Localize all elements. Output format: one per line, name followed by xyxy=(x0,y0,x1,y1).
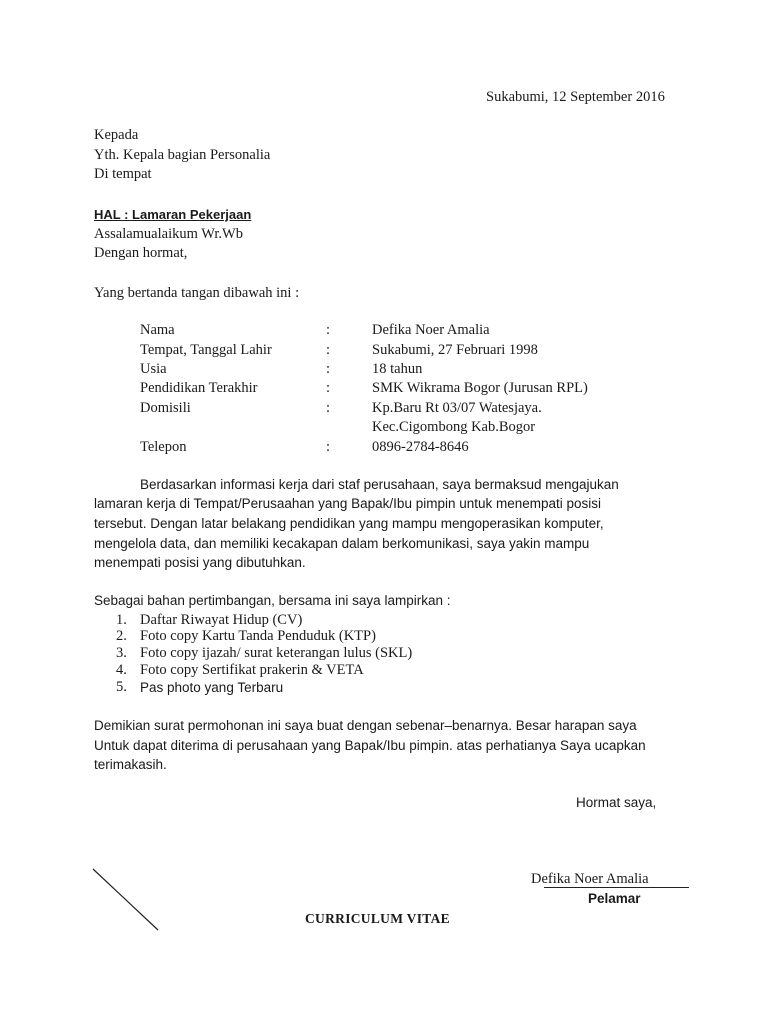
sign-off: Hormat saya, xyxy=(576,795,657,810)
paragraph-line: mengelola data, dan memiliki kecakapan dalam berkomunikasi, saya yakin mampu xyxy=(94,536,590,551)
intro-line: Yang bertanda tangan dibawah ini : xyxy=(94,285,300,301)
greeting-salam: Assalamualaikum Wr.Wb xyxy=(94,226,243,242)
list-item: Daftar Riwayat Hidup (CV) xyxy=(140,612,303,628)
detail-label: Nama xyxy=(140,322,175,338)
detail-label: Telepon xyxy=(140,439,187,455)
detail-value: Defika Noer Amalia xyxy=(372,322,490,338)
list-item-number: 1. xyxy=(116,612,127,628)
list-item-number: 2. xyxy=(116,628,127,644)
list-item: Foto copy ijazah/ surat keterangan lulus (SKL) xyxy=(140,645,413,661)
date-line: Sukabumi, 12 September 2016 xyxy=(486,89,665,105)
list-item: Pas photo yang Terbaru xyxy=(140,680,284,695)
signer-name: Defika Noer Amalia xyxy=(531,871,649,887)
detail-value: Sukabumi, 27 Februari 1998 xyxy=(372,342,538,358)
signature-underline xyxy=(544,887,689,888)
closing-line: terimakasih. xyxy=(94,757,167,772)
detail-value-continued: Kec.Cigombong Kab.Bogor xyxy=(372,419,536,435)
closing-line: Demikian surat permohonan ini saya buat dengan sebenar–benarnya. Besar harapan saya xyxy=(94,718,637,733)
paragraph-line: Berdasarkan informasi kerja dari staf perusahaan, saya bermaksud mengajukan xyxy=(140,477,619,492)
list-item: Foto copy Sertifikat prakerin & VETA xyxy=(140,662,364,678)
recipient-line-1: Kepada xyxy=(94,127,139,143)
subject-line: HAL : Lamaran Pekerjaan xyxy=(94,207,252,222)
detail-value: 18 tahun xyxy=(372,361,423,377)
detail-colon: : xyxy=(326,439,331,455)
detail-label: Pendidikan Terakhir xyxy=(140,380,258,396)
detail-colon: : xyxy=(326,400,331,416)
list-item-number: 3. xyxy=(116,645,127,661)
paragraph-line: lamaran kerja di Tempat/Perusaahan yang Bapak/Ibu pimpin untuk menempati posisi xyxy=(94,496,602,511)
detail-label: Usia xyxy=(140,361,167,377)
list-item-number: 4. xyxy=(116,662,127,678)
attachments-intro: Sebagai bahan pertimbangan, bersama ini saya lampirkan : xyxy=(94,593,451,608)
list-item: Foto copy Kartu Tanda Penduduk (KTP) xyxy=(140,628,376,644)
cv-heading: CURRICULUM VITAE xyxy=(305,911,450,926)
diagonal-stroke xyxy=(90,866,162,934)
detail-value: Kp.Baru Rt 03/07 Watesjaya. xyxy=(372,400,542,416)
greeting-hormat: Dengan hormat, xyxy=(94,245,188,261)
detail-label: Domisili xyxy=(140,400,191,416)
detail-value: 0896-2784-8646 xyxy=(372,439,469,455)
detail-colon: : xyxy=(326,361,331,377)
list-item-number: 5. xyxy=(116,679,127,695)
paragraph-line: menempati posisi yang dibutuhkan. xyxy=(94,555,306,570)
detail-colon: : xyxy=(326,322,331,338)
signer-role: Pelamar xyxy=(588,891,641,906)
detail-label: Tempat, Tanggal Lahir xyxy=(140,342,272,358)
closing-line: Untuk dapat diterima di perusahaan yang Bapak/Ibu pimpin. atas perhatianya Saya ucapkan xyxy=(94,738,646,753)
detail-colon: : xyxy=(326,380,331,396)
paragraph-line: tersebut. Dengan latar belakang pendidikan yang mampu mengoperasikan komputer, xyxy=(94,516,604,531)
recipient-line-2: Yth. Kepala bagian Personalia xyxy=(94,147,271,163)
recipient-line-3: Di tempat xyxy=(94,166,152,182)
detail-colon: : xyxy=(326,342,331,358)
detail-value: SMK Wikrama Bogor (Jurusan RPL) xyxy=(372,380,588,396)
